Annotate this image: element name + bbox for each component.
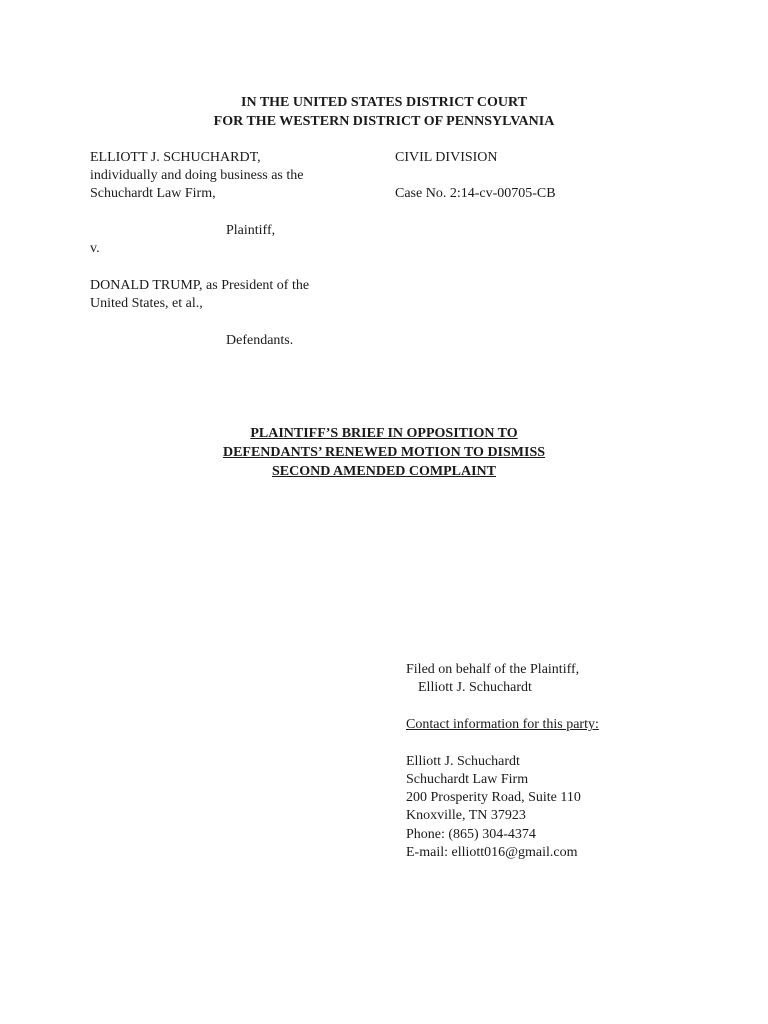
defendant-name-2: United States, et al.,	[90, 296, 203, 311]
document-title-line-3: SECOND AMENDED COMPLAINT	[271, 464, 496, 479]
civil-division: CIVIL DIVISION	[395, 150, 498, 165]
plaintiff-role: Plaintiff,	[226, 223, 276, 238]
contact-heading: Contact information for this party:	[406, 717, 599, 732]
document-title-line-2: DEFENDANTS’ RENEWED MOTION TO DISMISS	[222, 445, 546, 460]
contact-email: E-mail: elliott016@gmail.com	[406, 845, 578, 860]
defendant-role: Defendants.	[226, 333, 294, 348]
court-heading-line-2: FOR THE WESTERN DISTRICT OF PENNSYLVANIA	[213, 114, 555, 129]
court-heading-line-1: IN THE UNITED STATES DISTRICT COURT	[241, 95, 527, 110]
contact-phone: Phone: (865) 304-4374	[406, 827, 536, 842]
plaintiff-name: ELLIOTT J. SCHUCHARDT,	[90, 150, 261, 165]
filed-on-behalf: Filed on behalf of the Plaintiff,	[406, 662, 580, 677]
filer-name: Elliott J. Schuchardt	[418, 680, 532, 695]
case-number: Case No. 2:14-cv-00705-CB	[395, 186, 556, 201]
plaintiff-description-2: Schuchardt Law Firm,	[90, 186, 216, 201]
defendant-name-1: DONALD TRUMP, as President of the	[90, 278, 310, 293]
contact-address-2: Knoxville, TN 37923	[406, 808, 526, 823]
versus: v.	[90, 241, 100, 256]
contact-name: Elliott J. Schuchardt	[406, 754, 520, 769]
contact-firm: Schuchardt Law Firm	[406, 772, 529, 787]
document-title-line-1: PLAINTIFF’S BRIEF IN OPPOSITION TO	[250, 426, 518, 441]
plaintiff-description-1: individually and doing business as the	[90, 168, 304, 183]
contact-address-1: 200 Prosperity Road, Suite 110	[406, 790, 581, 805]
